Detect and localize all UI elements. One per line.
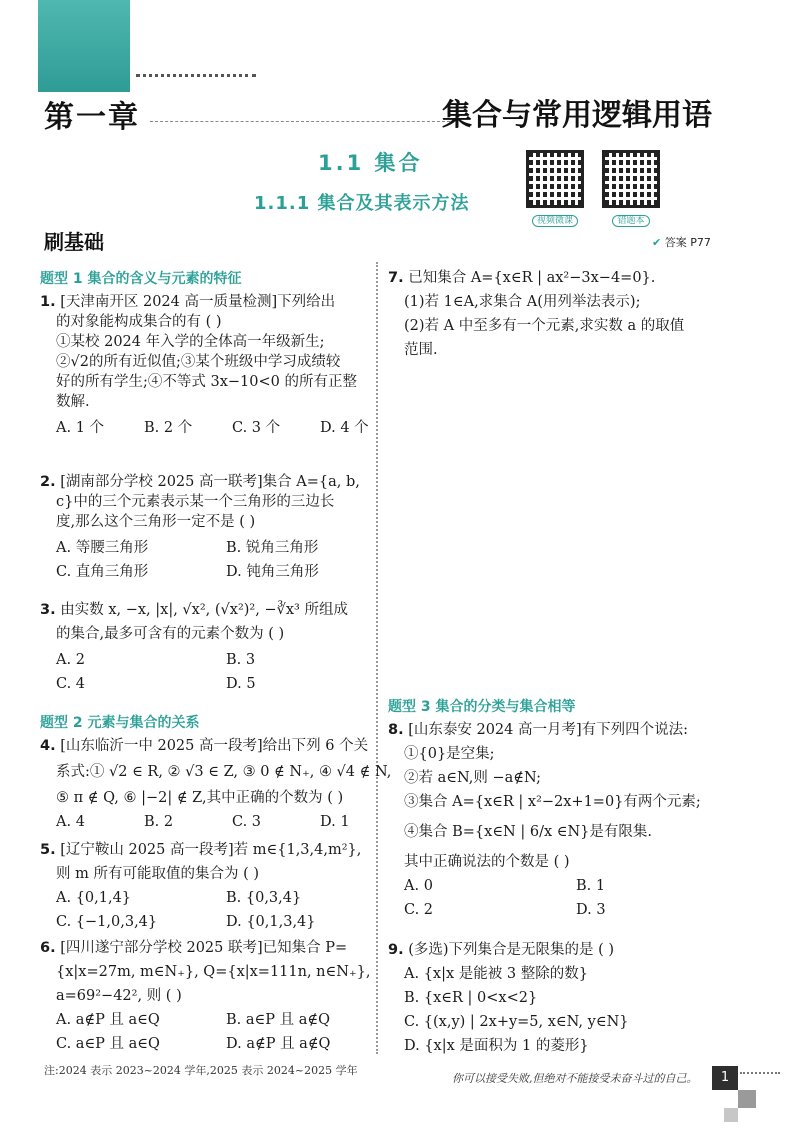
- option[interactable]: D. 3: [576, 902, 606, 918]
- option[interactable]: B. a∈P 且 a∉Q: [226, 1012, 330, 1028]
- question-number: 4.: [40, 738, 56, 754]
- question-text: a=69²−42², 则 ( ): [56, 988, 182, 1004]
- question-number: 8.: [388, 722, 404, 738]
- column-divider: [376, 262, 378, 1054]
- option[interactable]: B. 1: [576, 878, 606, 894]
- question-2: [40, 472, 374, 582]
- question-3: [40, 600, 374, 694]
- topic-heading-2: 题型 2 元素与集合的关系: [40, 715, 200, 731]
- qr-code-icon[interactable]: [602, 150, 660, 208]
- topic-heading-1: 题型 1 集合的含义与元素的特征: [40, 271, 242, 287]
- question-text: 已知集合 A={x∈R | ax²−3x−4=0}.: [408, 270, 656, 286]
- option[interactable]: D. 钝角三角形: [226, 564, 319, 580]
- chapter-title: 集合与常用逻辑用语: [442, 98, 712, 133]
- question-5: [40, 840, 374, 932]
- question-text: 度,那么这个三角形一定不是 ( ): [56, 514, 256, 530]
- option[interactable]: A. 等腰三角形: [56, 540, 149, 556]
- option[interactable]: D. a∉P 且 a∉Q: [226, 1036, 331, 1052]
- question-text: [山东泰安 2024 高一月考]有下列四个说法:: [408, 722, 689, 738]
- option[interactable]: D. {0,1,3,4}: [226, 914, 316, 930]
- question-text: ②若 a∈N,则 −a∉N;: [404, 770, 542, 786]
- option[interactable]: C. {(x,y) | 2x+y=5, x∈N, y∈N}: [404, 1014, 629, 1030]
- question-9: [388, 940, 728, 1056]
- qr-code-icon[interactable]: [526, 150, 584, 208]
- question-7: [388, 268, 728, 360]
- option[interactable]: B. 3: [226, 652, 256, 668]
- question-text: 范围.: [404, 342, 438, 358]
- question-text: [辽宁鞍山 2025 高一段考]若 m∈{1,3,4,m²},: [60, 842, 362, 858]
- question-text: 系式:① √2 ∈ R, ② √3 ∈ Z, ③ 0 ∉ N₊, ④ √4 ∉ N,: [56, 764, 392, 780]
- option[interactable]: A. 1 个: [56, 420, 105, 436]
- question-text: 则 m 所有可能取值的集合为 ( ): [56, 866, 259, 882]
- question-6: [40, 938, 374, 1054]
- option[interactable]: B. {x∈R | 0<x<2}: [404, 990, 538, 1006]
- header-divider: [150, 121, 450, 122]
- corner-color-block: [38, 0, 130, 92]
- option[interactable]: D. 4 个: [320, 420, 369, 436]
- qr-label-video: 视频微课: [532, 215, 578, 227]
- question-text: ⑤ π ∉ Q, ⑥ |−2| ∉ Z,其中正确的个数为 ( ): [56, 790, 344, 806]
- option[interactable]: C. 3: [232, 814, 262, 830]
- question-text: 的对象能构成集合的有 ( ): [56, 314, 222, 330]
- decorative-dots: [136, 74, 256, 77]
- qr-block-mistakes[interactable]: [598, 150, 664, 227]
- option[interactable]: A. {x|x 是能被 3 整除的数}: [404, 966, 588, 982]
- option[interactable]: C. 直角三角形: [56, 564, 149, 580]
- option[interactable]: B. 2: [144, 814, 174, 830]
- question-text: [四川遂宁部分学校 2025 联考]已知集合 P=: [60, 940, 348, 956]
- question-number: 9.: [388, 942, 404, 958]
- question-number: 3.: [40, 602, 56, 618]
- question-text: ③集合 A={x∈R | x²−2x+1=0}有两个元素;: [404, 794, 701, 810]
- option[interactable]: C. a∈P 且 a∈Q: [56, 1036, 160, 1052]
- option[interactable]: C. 3 个: [232, 420, 281, 436]
- question-text: (1)若 1∈A,求集合 A(用列举法表示);: [404, 294, 641, 310]
- question-number: 5.: [40, 842, 56, 858]
- question-text: ④集合 B={x∈N | 6/x ∈N}是有限集.: [404, 824, 652, 840]
- option[interactable]: A. {0,1,4}: [56, 890, 132, 906]
- subsection-title: 1.1.1 集合及其表示方法: [254, 193, 470, 214]
- answer-reference-text: 答案 P77: [664, 236, 711, 249]
- question-text: [天津南开区 2024 高一质量检测]下列给出: [60, 294, 336, 310]
- question-text: [山东临沂一中 2025 高一段考]给出下列 6 个关: [60, 738, 369, 754]
- option[interactable]: A. 4: [56, 814, 85, 830]
- qr-block-video[interactable]: [522, 150, 588, 227]
- check-icon: ✔: [652, 236, 662, 249]
- page-number: 1: [712, 1066, 738, 1090]
- question-text: (多选)下列集合是无限集的是 ( ): [408, 942, 615, 958]
- question-text: (2)若 A 中至多有一个元素,求实数 a 的取值: [404, 318, 685, 334]
- question-text: ①某校 2024 年入学的全体高一年级新生;: [56, 334, 325, 350]
- decorative-dots: [740, 1072, 780, 1074]
- question-text: 其中正确说法的个数是 ( ): [404, 854, 570, 870]
- section-title: 1.1 集合: [318, 151, 423, 175]
- option[interactable]: C. 4: [56, 676, 86, 692]
- question-number: 1.: [40, 294, 56, 310]
- chapter-label: 第一章: [44, 100, 140, 135]
- question-text: [湖南部分学校 2025 高一联考]集合 A={a, b,: [60, 474, 360, 490]
- decorative-square: [724, 1108, 738, 1122]
- question-text: 好的所有学生;④不等式 3x−10<0 的所有正整: [56, 374, 357, 390]
- question-1: [40, 292, 374, 438]
- option[interactable]: A. 0: [404, 878, 433, 894]
- option[interactable]: A. 2: [56, 652, 85, 668]
- option[interactable]: D. 5: [226, 676, 256, 692]
- question-text: c}中的三个元素表示某一个三角形的三边长: [56, 494, 335, 510]
- question-text: 的集合,最多可含有的元素个数为 ( ): [56, 626, 285, 642]
- option[interactable]: C. {−1,0,3,4}: [56, 914, 158, 930]
- option[interactable]: A. a∉P 且 a∈Q: [56, 1012, 160, 1028]
- question-number: 2.: [40, 474, 56, 490]
- option[interactable]: D. 1: [320, 814, 350, 830]
- option[interactable]: B. 2 个: [144, 420, 193, 436]
- question-number: 7.: [388, 270, 404, 286]
- question-number: 6.: [40, 940, 56, 956]
- qr-label-mistakes: 错题本: [612, 215, 649, 227]
- motto-text: 你可以接受失败,但绝对不能接受未奋斗过的自己。: [452, 1072, 698, 1085]
- question-8: [388, 720, 728, 920]
- option[interactable]: B. {0,3,4}: [226, 890, 302, 906]
- answer-reference: [652, 234, 711, 250]
- topic-heading-3: 题型 3 集合的分类与集合相等: [388, 699, 576, 715]
- question-text: ①{0}是空集;: [404, 746, 495, 762]
- option[interactable]: C. 2: [404, 902, 434, 918]
- question-4: [40, 736, 392, 832]
- question-text: ②√2的所有近似值;③某个班级中学习成绩较: [56, 354, 341, 370]
- question-text: {x|x=27m, m∈N₊}, Q={x|x=111n, n∈N₊},: [56, 964, 371, 980]
- decorative-square: [738, 1090, 756, 1108]
- brush-basics-label: 刷基础: [44, 230, 104, 254]
- footnote: 注:2024 表示 2023~2024 学年,2025 表示 2024~2025 学年: [44, 1064, 358, 1077]
- option[interactable]: B. 锐角三角形: [226, 540, 319, 556]
- option[interactable]: D. {x|x 是面积为 1 的菱形}: [404, 1038, 589, 1054]
- question-text: 数解.: [56, 394, 90, 410]
- question-text: 由实数 x, −x, |x|, √x², (√x²)², −∛x³ 所组成: [60, 602, 348, 618]
